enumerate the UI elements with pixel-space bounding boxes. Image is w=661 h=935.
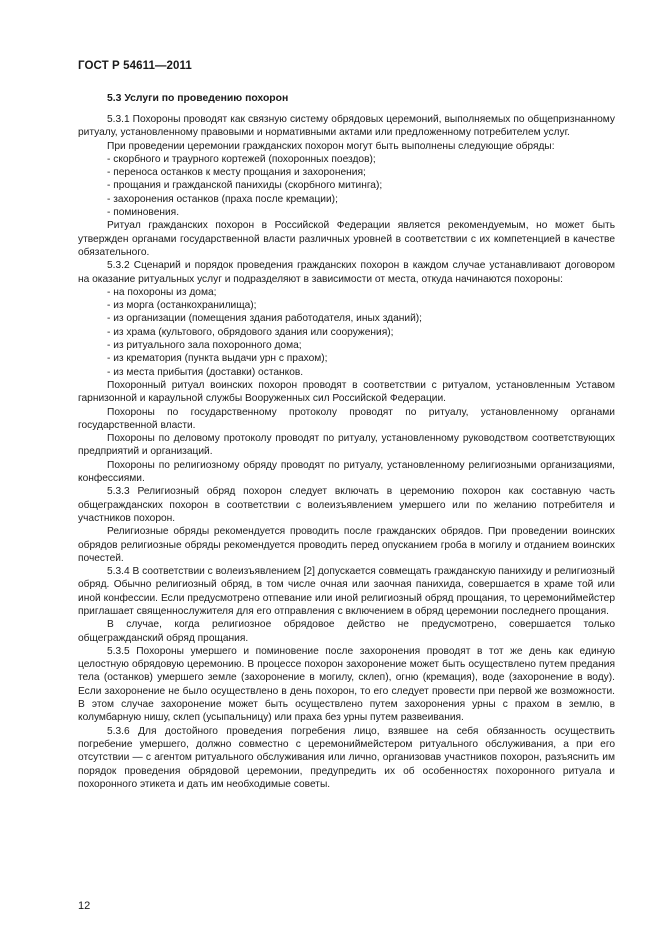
paragraph: 5.3.6 Для достойного проведения погребения лицо, взявшее на себя обязанность осуществить погребение умершего, должно совместно с церемониймейстером ритуального обслуживания, а при его отсутствии — с агентом ритуального обслуживания или лично, организовав участников похорон, разъяснить им порядок проведения обрядовой церемонии, предупредить их об особенностях похоронного ритуала и похоронного этикета и дать им необходимые советы. <box>78 725 615 790</box>
paragraph: В случае, когда религиозное обрядовое действо не предусмотрено, совершается только общегражданский обряд прощания. <box>78 619 615 644</box>
paragraph: 5.3.4 В соответствии с волеизъявлением [2] допускается совмещать гражданскую панихиду и религиозный обряд. Обычно религиозный обряд, в том числе очная или заочная панихида, совершается в храме той или иной конфессии. Если предусмотрено отпевание или иной религиозный обряд прощания, то церемониймейстер приглашает священнослужителя для его отправления с включением в обряд церемонии последнего прощания. <box>78 566 615 617</box>
paragraph: Религиозные обряды рекомендуется проводить после гражданских обрядов. При проведении воинских обрядов религиозные обряды рекомендуется проводить перед опусканием гроба в могилу и отданием воинских почестей. <box>78 526 615 564</box>
list-item: - из храма (культового, обрядового здания или сооружения); <box>107 326 394 338</box>
paragraph: 5.3.3 Религиозный обряд похорон следует включать в церемонию похорон как составную часть общегражданских похорон в соответствии с волеизъявлением умершего или по желанию потребителя и участников похорон. <box>78 486 615 524</box>
paragraph: 5.3.2 Сценарий и порядок проведения гражданских похорон в каждом случае устанавливают договором на оказание ритуальных услуг и подразделяют в зависимости от места, откуда начинаются похороны: <box>78 260 615 285</box>
paragraph: Похороны по государственному протоколу проводят по ритуалу, установленному органами государственной власти. <box>78 406 615 431</box>
list-item: - из крематория (пункта выдачи урн с прахом); <box>107 353 328 365</box>
page-number: 12 <box>78 900 91 912</box>
list-item: - на похороны из дома; <box>107 286 217 298</box>
section-title: 5.3 Услуги по проведению похорон <box>107 93 289 104</box>
list-item: - из ритуального зала похоронного дома; <box>107 340 302 352</box>
document-header: ГОСТ Р 54611—2011 <box>78 60 192 72</box>
paragraph: 5.3.5 Похороны умершего и поминовение после захоронения проводят в тот же день как единую целостную обрядовую церемонию. В процессе похорон захоронение может быть осуществлено путем предания тела (останков) умершего земле (захоронение в могилу, склеп), огню (кремация), воде (захоронение в воду). Если захоронение не было осуществлено в день похорон, то его следует провести при первой же возможности. В этом случае захоронение может быть осуществлено путем захоронения урны с прахом в землю, в колумбарную нишу, склеп (усыпальницу) или праха без урны путем развеивания. <box>78 645 615 724</box>
list-item: - из места прибытия (доставки) останков. <box>107 366 304 378</box>
paragraph: 5.3.1 Похороны проводят как связную систему обрядовых церемоний, выполняемых по общепризнанному ритуалу, установленному правовыми и нормативными актами или предложенному потребителем услуг. <box>78 114 615 139</box>
list-item: - скорбного и траурного кортежей (похоронных поездов); <box>107 153 376 165</box>
list-item: - прощания и гражданской панихиды (скорбного митинга); <box>107 180 383 192</box>
paragraph: Похоронный ритуал воинских похорон проводят в соответствии с ритуалом, установленным Уставом гарнизонной и караульной службы Вооруженных сил Российской Федерации. <box>78 379 615 405</box>
document-body <box>78 92 615 791</box>
list-item: - переноса останков к месту прощания и захоронения; <box>107 167 366 179</box>
list-item: - захоронения останков (праха после кремации); <box>107 193 338 205</box>
list-item: - из морга (останкохранилища); <box>107 300 257 312</box>
paragraph: Похороны по религиозному обряду проводят по ритуалу, установленному религиозными организациями, конфессиями. <box>78 459 615 485</box>
paragraph: Похороны по деловому протоколу проводят по ритуалу, установленному руководством соответствующих предприятий и организаций. <box>78 433 615 458</box>
paragraph: Ритуал гражданских похорон в Российской Федерации является рекомендуемым, но может быть утвержден органами государственной власти различных уровней в соответствии с их компетенцией в качестве обязательного. <box>78 220 615 258</box>
paragraph: При проведении церемонии гражданских похорон могут быть выполнены следующие обряды: <box>107 140 555 152</box>
list-item: - из организации (помещения здания работодателя, иных зданий); <box>107 313 423 325</box>
list-item: - поминовения. <box>107 207 180 219</box>
